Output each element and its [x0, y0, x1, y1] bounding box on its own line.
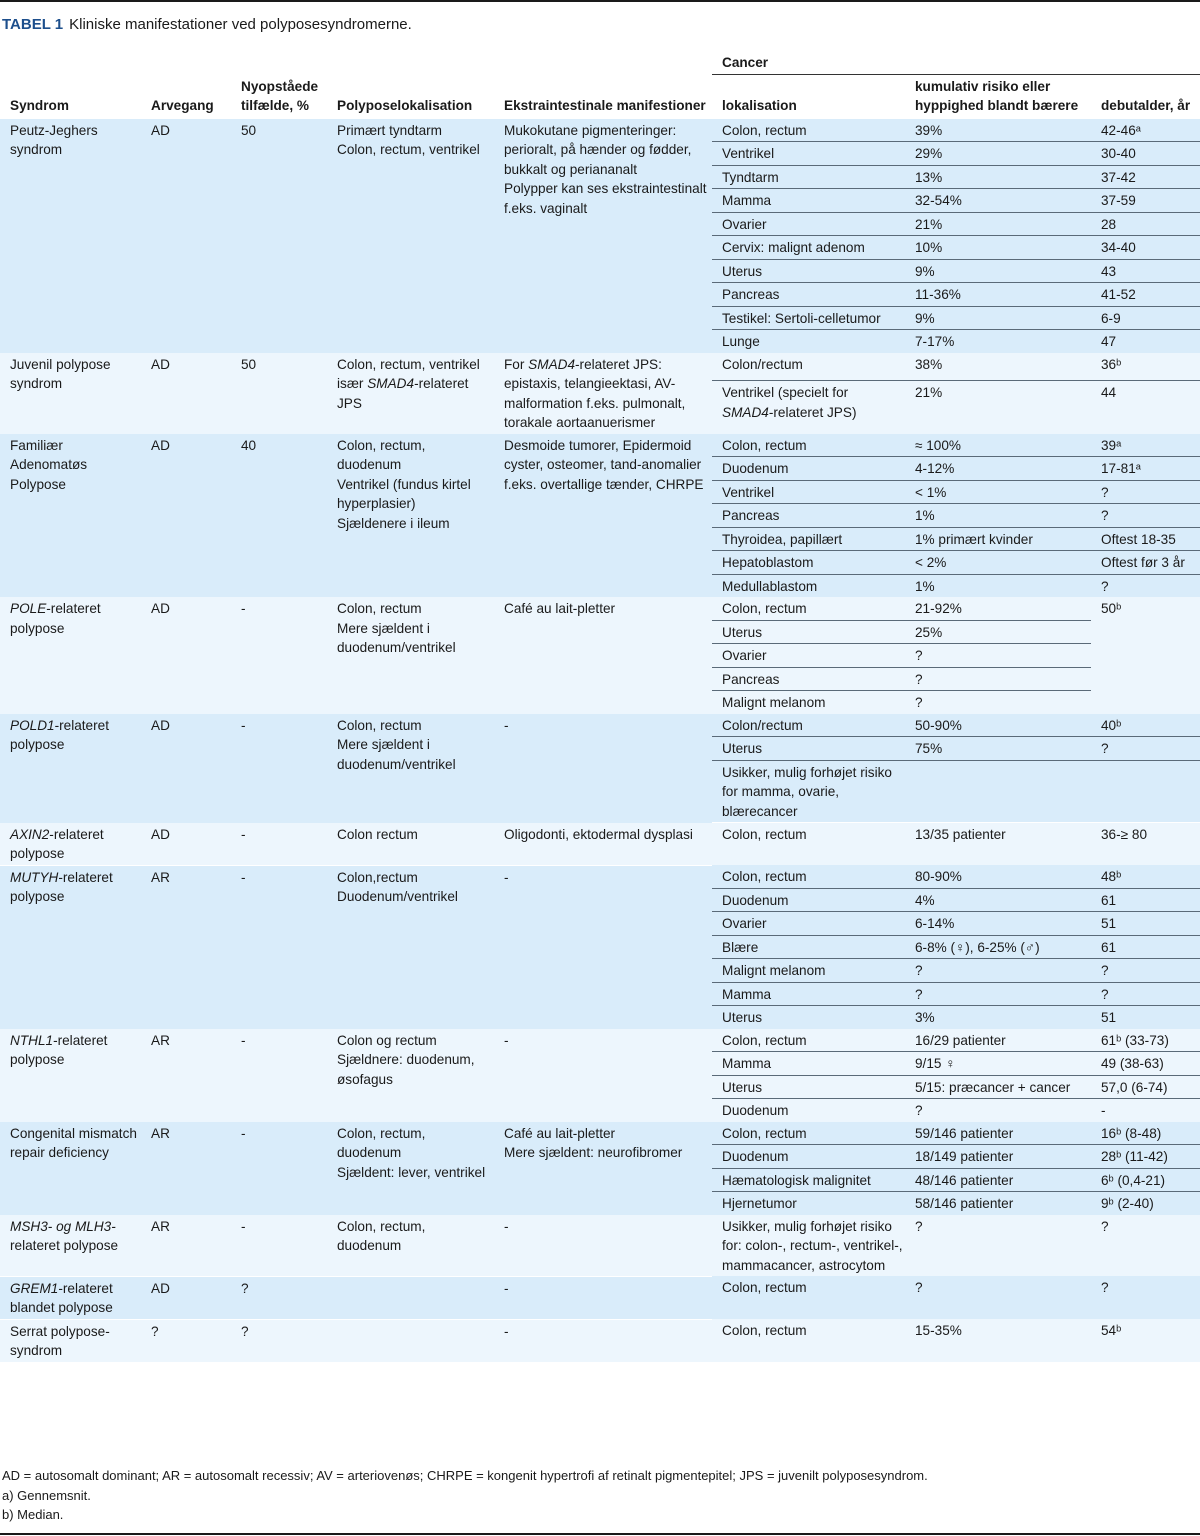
cell-risiko: ? [905, 982, 1091, 1006]
cell-polypose [327, 353, 494, 434]
footnote-a: a) Gennemsnit. [2, 1487, 91, 1503]
cell-risiko: 29% [905, 142, 1091, 166]
cell-debutalder: ? [1091, 982, 1200, 1006]
cell-risiko: 21-92% [905, 597, 1091, 620]
cell-lokalisation: Ventrikel [712, 142, 905, 166]
cell-risiko: 32-54% [905, 189, 1091, 213]
cell-lokalisation: Duodenum [712, 1099, 905, 1122]
cell-lokalisation: Blære [712, 935, 905, 959]
cell-lokalisation: Ovarier [712, 644, 905, 668]
polypose-line: Colon, rectum, duodenum [337, 437, 426, 472]
ekstra-line: Desmoide tumorer, Epidermoid cyster, osteomer, tand-anomalier f.eks. overtallige tænder, CHRPE [504, 437, 704, 492]
cell-lokalisation: Duodenum [712, 457, 905, 481]
polypose-line: Ventrikel (fundus kirtel hyperplasier) [337, 476, 471, 511]
cell-lokalisation: Malignt melanom [712, 691, 905, 714]
cell-risiko: 38% [905, 353, 1091, 381]
cell-syndrom [0, 1122, 141, 1215]
cell-debutalder: 28ᵇ (11-42) [1091, 1145, 1200, 1169]
cell-nyopstaaede: - [231, 714, 327, 823]
cell-debutalder: Oftest 18-35 [1091, 527, 1200, 551]
cell-risiko: 9% [905, 306, 1091, 330]
ekstra-line: Mere sjældent: neurofibromer [504, 1145, 683, 1160]
cell-syndrom [0, 1319, 141, 1362]
cell-debutalder [1091, 760, 1200, 823]
cell-risiko: < 1% [905, 480, 1091, 504]
cell-polypose [327, 1276, 494, 1319]
cell-debutalder: ? [1091, 574, 1200, 597]
cell-debutalder: 6-9 [1091, 306, 1200, 330]
cell-syndrom [0, 714, 141, 823]
syndrom-gene: MSH3- og MLH3- [10, 1218, 116, 1234]
cell-arvegang: AD [141, 823, 231, 866]
polypose-line: Duodenum/ventrikel [337, 889, 458, 904]
header-row-1 [0, 50, 1200, 74]
syndrom-gene: MUTYH [10, 869, 59, 885]
cell-debutalder: 61 [1091, 888, 1200, 912]
cell-lokalisation: Colon, rectum [712, 865, 905, 888]
table-body [0, 119, 1200, 1363]
table-wrapper [0, 50, 1200, 1363]
cell-lokalisation: Pancreas [712, 667, 905, 691]
cell-syndrom [0, 823, 141, 866]
header-nyopstaaede: Nyopståede tilfælde, % [231, 74, 327, 119]
cell-debutalder: 39ᵃ [1091, 434, 1200, 457]
cell-nyopstaaede: - [231, 1122, 327, 1215]
footnotes [2, 1466, 928, 1525]
cell-risiko: 13% [905, 165, 1091, 189]
cell-lokalisation: Colon, rectum [712, 597, 905, 620]
cell-syndrom [0, 597, 141, 714]
ekstra-line: Café au lait-pletter [504, 601, 616, 616]
polypose-table [0, 50, 1200, 1363]
syndrom-name: -relateret polypose [10, 1032, 108, 1067]
ekstra-line: Mukokutane pigmenteringer: perioralt, på hænder og fødder, bukkalt og periananalt [504, 122, 692, 177]
syndrom-gene: NTHL1 [10, 1032, 54, 1048]
ekstra-line: Café au lait-pletter [504, 1125, 616, 1141]
cell-debutalder: 48ᵇ [1091, 865, 1200, 888]
cell-lokalisation: Mamma [712, 982, 905, 1006]
polypose-line: Colon, rectum [337, 717, 422, 733]
cell-debutalder: 40ᵇ [1091, 714, 1200, 737]
bottom-rule [0, 1533, 1200, 1535]
cell-debutalder: 36-≥ 80 [1091, 823, 1200, 866]
cell-lokalisation: Malignt melanom [712, 959, 905, 983]
ekstra-line: Oligodonti, ektodermal dysplasi [504, 826, 693, 842]
cell-debutalder: 37-42 [1091, 165, 1200, 189]
cell-debutalder: 34-40 [1091, 236, 1200, 260]
syndrom-gene: GREM1 [10, 1280, 59, 1296]
cell-lokalisation: Ventrikel (specielt for SMAD4-relateret JPS) [712, 381, 905, 434]
cell-lokalisation: Tyndtarm [712, 165, 905, 189]
cell-polypose [327, 1319, 494, 1362]
cell-ekstra [494, 597, 712, 714]
cell-debutalder: ? [1091, 1276, 1200, 1319]
table-row [0, 119, 1200, 142]
cell-risiko: 15-35% [905, 1319, 1091, 1362]
table-row [0, 1215, 1200, 1277]
cell-risiko [905, 760, 1091, 823]
cell-ekstra [494, 119, 712, 353]
header-ekstraintestinale: Ekstraintestinale manifestioner [494, 74, 712, 119]
syndrom-name: Serrat polypose-syndrom [10, 1323, 110, 1358]
cell-risiko: ? [905, 667, 1091, 691]
cell-ekstra [494, 1122, 712, 1215]
cell-lokalisation: Uterus [712, 737, 905, 761]
cell-risiko: 39% [905, 119, 1091, 142]
cell-risiko: ? [905, 1276, 1091, 1319]
polypose-line: Sjældnere: duodenum, øsofagus [337, 1052, 475, 1087]
table-row [0, 434, 1200, 457]
cell-risiko: ≈ 100% [905, 434, 1091, 457]
ekstra-line: - [504, 1032, 509, 1048]
cell-debutalder: ? [1091, 504, 1200, 528]
polypose-line: Colon, rectum, duodenum [337, 1218, 426, 1253]
cell-arvegang: AD [141, 714, 231, 823]
cell-lokalisation: Colon, rectum [712, 1122, 905, 1145]
cell-arvegang: AR [141, 865, 231, 1029]
table-row [0, 1029, 1200, 1052]
cell-arvegang: AR [141, 1215, 231, 1277]
cell-debutalder: 51 [1091, 1006, 1200, 1029]
cell-lokalisation: Colon, rectum [712, 1029, 905, 1052]
header-syndrom: Syndrom [0, 74, 141, 119]
cell-risiko: 6-14% [905, 912, 1091, 936]
cell-risiko: 1% primært kvinder [905, 527, 1091, 551]
cell-syndrom [0, 1029, 141, 1122]
polypose-line: Colon, rectum [337, 601, 422, 616]
cell-lokalisation: Hæmatologisk malignitet [712, 1168, 905, 1192]
cell-risiko: 58/146 patienter [905, 1192, 1091, 1215]
syndrom-name: -relateret polypose [10, 826, 104, 861]
ekstra-line: - [504, 717, 509, 733]
cell-debutalder: ? [1091, 959, 1200, 983]
cell-debutalder: 41-52 [1091, 283, 1200, 307]
cell-risiko: 50-90% [905, 714, 1091, 737]
syndrom-gene: POLE [10, 601, 47, 616]
cell-lokalisation: Pancreas [712, 283, 905, 307]
polypose-line: Primært tyndtarm [337, 122, 442, 138]
top-rule [0, 0, 1200, 2]
header-cancer: Cancer [712, 50, 1200, 74]
polypose-line: Sjældenere i ileum [337, 515, 450, 531]
cell-arvegang: AD [141, 119, 231, 353]
cell-ekstra [494, 353, 712, 434]
cell-risiko: 59/146 patienter [905, 1122, 1091, 1145]
cell-debutalder: 36ᵇ [1091, 353, 1200, 381]
footnote-b: b) Median. [2, 1507, 64, 1522]
cell-lokalisation: Usikker, mulig forhøjet risiko for mamma, ovarie, blærecancer [712, 760, 905, 823]
cell-lokalisation: Hepatoblastom [712, 551, 905, 575]
cell-lokalisation: Duodenum [712, 888, 905, 912]
cell-polypose [327, 865, 494, 1029]
cell-polypose [327, 1215, 494, 1277]
cell-lokalisation: Colon/rectum [712, 353, 905, 381]
cell-syndrom [0, 1276, 141, 1319]
cell-ekstra [494, 1319, 712, 1362]
cell-debutalder: 43 [1091, 259, 1200, 283]
cell-polypose [327, 1122, 494, 1215]
cell-risiko: 11-36% [905, 283, 1091, 307]
cell-ekstra [494, 1276, 712, 1319]
cell-debutalder: 9ᵇ (2-40) [1091, 1192, 1200, 1215]
cell-risiko: 9/15 ♀ [905, 1052, 1091, 1076]
cell-arvegang: AD [141, 353, 231, 434]
ekstra-line: For SMAD4-relateret JPS: epistaxis, telangieektasi, AV-malformation f.eks. pulmonalt, torakale aortaanuerismer [504, 356, 686, 430]
cell-debutalder: 16ᵇ (8-48) [1091, 1122, 1200, 1145]
cell-risiko: ? [905, 1215, 1091, 1277]
table-row [0, 1122, 1200, 1145]
cell-polypose [327, 597, 494, 714]
cell-nyopstaaede: ? [231, 1276, 327, 1319]
cell-lokalisation: Ovarier [712, 912, 905, 936]
cell-risiko: 5/15: præcancer + cancer [905, 1075, 1091, 1099]
cell-nyopstaaede: - [231, 1029, 327, 1122]
cell-ekstra [494, 1215, 712, 1277]
header-risiko: kumulativ risiko eller hyppighed blandt bærere [905, 74, 1091, 119]
syndrom-name: -relateret polypose [10, 717, 109, 752]
cell-lokalisation: Medullablastom [712, 574, 905, 597]
cell-lokalisation: Colon, rectum [712, 434, 905, 457]
cell-ekstra [494, 823, 712, 866]
cell-debutalder: 42-46ᵃ [1091, 119, 1200, 142]
table-label: TABEL 1 [2, 16, 64, 33]
table-row [0, 1276, 1200, 1319]
cell-debutalder: 44 [1091, 381, 1200, 434]
cell-risiko: ? [905, 691, 1091, 714]
cell-lokalisation: Colon/rectum [712, 714, 905, 737]
cell-risiko: 10% [905, 236, 1091, 260]
cell-lokalisation: Testikel: Sertoli-celletumor [712, 306, 905, 330]
cell-risiko: 1% [905, 504, 1091, 528]
cell-nyopstaaede: - [231, 865, 327, 1029]
polypose-line: Colon, rectum, ventrikel især SMAD4-relateret JPS [337, 356, 480, 411]
cell-arvegang: AR [141, 1029, 231, 1122]
cell-polypose [327, 714, 494, 823]
polypose-line: Colon, rectum, duodenum [337, 1125, 426, 1160]
cell-risiko: 1% [905, 574, 1091, 597]
cell-nyopstaaede: - [231, 823, 327, 866]
cell-debutalder: 50ᵇ [1091, 597, 1200, 714]
cell-lokalisation: Mamma [712, 189, 905, 213]
cell-lokalisation: Uterus [712, 1075, 905, 1099]
cell-debutalder: Oftest før 3 år [1091, 551, 1200, 575]
cell-debutalder: 30-40 [1091, 142, 1200, 166]
cell-lokalisation: Colon, rectum [712, 823, 905, 866]
cell-lokalisation: Colon, rectum [712, 1319, 905, 1362]
cell-risiko: 4-12% [905, 457, 1091, 481]
cell-lokalisation: Hjernetumor [712, 1192, 905, 1215]
table-row [0, 1319, 1200, 1362]
cell-risiko: 80-90% [905, 865, 1091, 888]
polypose-line: Sjældent: lever, ventrikel [337, 1164, 486, 1180]
ekstra-line: - [504, 1323, 509, 1339]
cell-debutalder: 37-59 [1091, 189, 1200, 213]
syndrom-name: -relateret polypose [10, 601, 101, 636]
cell-risiko: 21% [905, 212, 1091, 236]
table-caption [2, 16, 412, 33]
cell-lokalisation: Colon, rectum [712, 1276, 905, 1319]
table-row [0, 823, 1200, 866]
cell-debutalder: 54ᵇ [1091, 1319, 1200, 1362]
cell-arvegang: AD [141, 1276, 231, 1319]
cell-ekstra [494, 714, 712, 823]
header-lokalisation: lokalisation [712, 74, 905, 119]
cell-lokalisation: Usikker, mulig forhøjet risiko for: colon-, rectum-, ventrikel-, mammacancer, astrocytom [712, 1215, 905, 1277]
cell-lokalisation: Ovarier [712, 212, 905, 236]
cell-lokalisation: Uterus [712, 259, 905, 283]
cell-debutalder: 17-81ᵃ [1091, 457, 1200, 481]
syndrom-name: relateret polypose [10, 1238, 119, 1253]
cell-arvegang: AD [141, 597, 231, 714]
cell-syndrom [0, 353, 141, 434]
syndrom-name: -relateret polypose [10, 869, 113, 904]
table-title: Kliniske manifestationer ved polyposesyndromerne. [69, 16, 412, 33]
polypose-line: Colon og rectum [337, 1032, 437, 1048]
cell-lokalisation: Colon, rectum [712, 119, 905, 142]
syndrom-name: -relateret blandet polypose [10, 1280, 113, 1315]
cell-polypose [327, 434, 494, 598]
cell-arvegang: ? [141, 1319, 231, 1362]
cell-lokalisation: Duodenum [712, 1145, 905, 1169]
table-row [0, 714, 1200, 737]
cell-risiko: 18/149 patienter [905, 1145, 1091, 1169]
cell-debutalder: ? [1091, 737, 1200, 761]
cell-lokalisation: Uterus [712, 1006, 905, 1029]
cell-risiko: ? [905, 644, 1091, 668]
cell-risiko: 3% [905, 1006, 1091, 1029]
cell-ekstra [494, 1029, 712, 1122]
cell-arvegang: AD [141, 434, 231, 598]
polypose-line: Mere sjældent i duodenum/ventrikel [337, 737, 456, 772]
cell-risiko: 25% [905, 620, 1091, 644]
cell-risiko: ? [905, 959, 1091, 983]
cell-debutalder: 61 [1091, 935, 1200, 959]
cell-lokalisation: Mamma [712, 1052, 905, 1076]
cell-lokalisation: Cervix: malignt adenom [712, 236, 905, 260]
cell-debutalder: 47 [1091, 330, 1200, 353]
cell-arvegang: AR [141, 1122, 231, 1215]
cell-risiko: 9% [905, 259, 1091, 283]
cell-polypose [327, 1029, 494, 1122]
cell-lokalisation: Lunge [712, 330, 905, 353]
cell-nyopstaaede: - [231, 597, 327, 714]
cell-risiko: 21% [905, 381, 1091, 434]
cell-risiko: 6-8% (♀), 6-25% (♂) [905, 935, 1091, 959]
cell-debutalder: ? [1091, 1215, 1200, 1277]
cell-nyopstaaede: 50 [231, 353, 327, 434]
cell-risiko: 13/35 patienter [905, 823, 1091, 866]
footnote-abbreviations: AD = autosomalt dominant; AR = autosomalt recessiv; AV = arteriovenøs; CHRPE = kongenit hypertrofi af retinalt pigmentepitel; JPS = juvenilt polyposesyndrom. [2, 1468, 928, 1483]
cell-risiko: 7-17% [905, 330, 1091, 353]
cell-lokalisation: Pancreas [712, 504, 905, 528]
cell-risiko: 16/29 patienter [905, 1029, 1091, 1052]
polypose-line: Mere sjældent i duodenum/ventrikel [337, 620, 456, 655]
ekstra-line: - [504, 1280, 509, 1296]
cell-lokalisation: Thyroidea, papillært [712, 527, 905, 551]
header-polyposelokalisation: Polyposelokalisation [327, 74, 494, 119]
cell-lokalisation: Uterus [712, 620, 905, 644]
cell-debutalder: 57,0 (6-74) [1091, 1075, 1200, 1099]
cell-nyopstaaede: - [231, 1215, 327, 1277]
header-debutalder: debutalder, år [1091, 74, 1200, 119]
cell-risiko: 75% [905, 737, 1091, 761]
cell-polypose [327, 823, 494, 866]
cell-debutalder: ? [1091, 480, 1200, 504]
cell-debutalder: 61ᵇ (33-73) [1091, 1029, 1200, 1052]
cell-risiko: < 2% [905, 551, 1091, 575]
polypose-line: Colon,rectum [337, 869, 418, 885]
cell-risiko: ? [905, 1099, 1091, 1122]
cell-nyopstaaede: 50 [231, 119, 327, 353]
polypose-line: Colon rectum [337, 826, 418, 842]
cell-nyopstaaede: ? [231, 1319, 327, 1362]
syndrom-gene: POLD1 [10, 717, 55, 733]
header-arvegang: Arvegang [141, 74, 231, 119]
table-row [0, 865, 1200, 888]
cell-debutalder: 6ᵇ (0,4-21) [1091, 1168, 1200, 1192]
cell-syndrom [0, 119, 141, 353]
polypose-line: Colon, rectum, ventrikel [337, 142, 480, 157]
cell-syndrom [0, 434, 141, 598]
cell-syndrom [0, 1215, 141, 1277]
cell-ekstra [494, 434, 712, 598]
ekstra-line: - [504, 869, 509, 885]
syndrom-name: Congenital mismatch repair deficiency [10, 1125, 137, 1160]
table-row [0, 353, 1200, 381]
cell-polypose [327, 119, 494, 353]
cell-debutalder: 51 [1091, 912, 1200, 936]
syndrom-name: Familiær Adenomatøs Polypose [10, 437, 88, 492]
cell-syndrom [0, 865, 141, 1029]
cell-risiko: 48/146 patienter [905, 1168, 1091, 1192]
syndrom-gene: AXIN2 [10, 826, 50, 842]
table-row [0, 597, 1200, 620]
header-row-2 [0, 74, 1200, 119]
cell-debutalder: - [1091, 1099, 1200, 1122]
cell-debutalder: 49 (38-63) [1091, 1052, 1200, 1076]
ekstra-line: - [504, 1218, 509, 1234]
cell-nyopstaaede: 40 [231, 434, 327, 598]
cell-lokalisation: Ventrikel [712, 480, 905, 504]
cell-risiko: 4% [905, 888, 1091, 912]
syndrom-name: Peutz-Jeghers syndrom [10, 122, 98, 157]
syndrom-name: Juvenil polypose syndrom [10, 356, 111, 391]
ekstra-line: Polypper kan ses ekstraintestinalt f.eks. vaginalt [504, 181, 707, 216]
cell-ekstra [494, 865, 712, 1029]
cell-debutalder: 28 [1091, 212, 1200, 236]
